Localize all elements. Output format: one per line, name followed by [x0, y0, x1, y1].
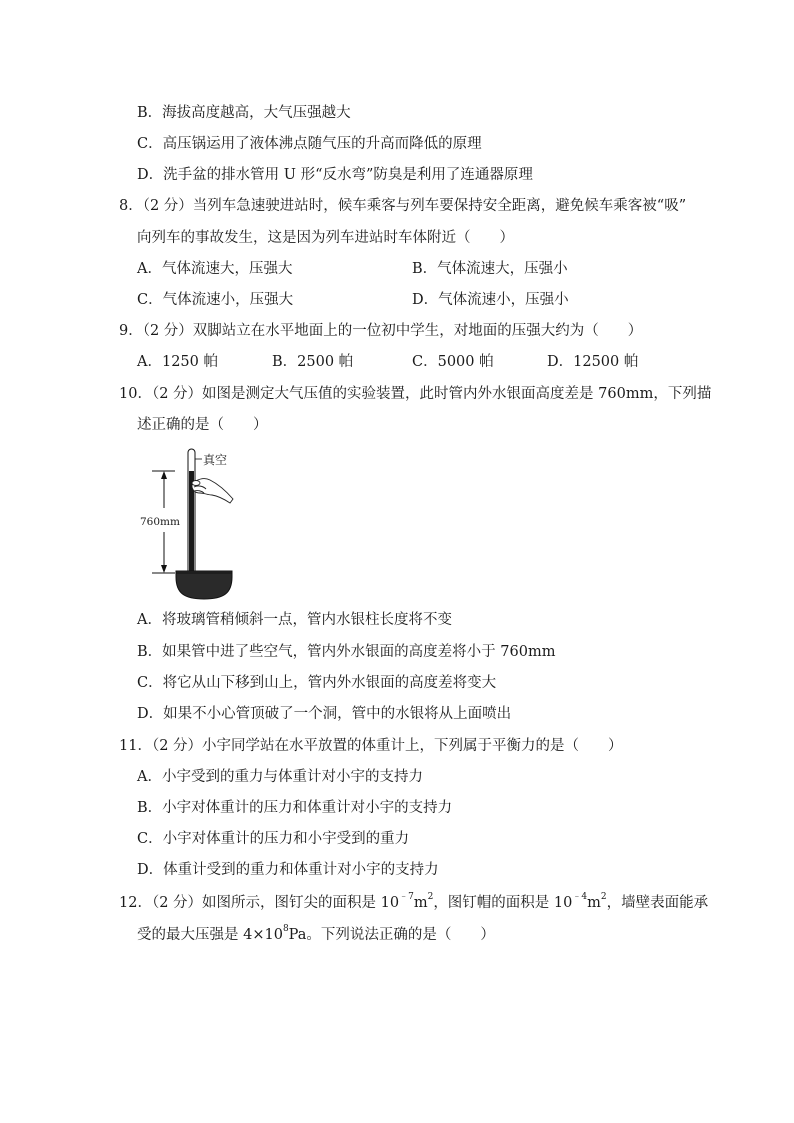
q11-stem: 11．（2 分）小宇同学站在水平放置的体重计上，下列属于平衡力的是（ ） — [119, 738, 623, 754]
q8-option-b: B．气体流速大，压强小 — [412, 261, 568, 277]
q8-stem-line2: 向列车的事故发生，这是因为列车进站时车体附近（ ） — [137, 230, 514, 246]
q8-stem-line1: 8．（2 分）当列车急速驶进站时，候车乘客与列车要保持安全距离，避免候车乘客被“吸” — [119, 198, 687, 214]
q12-text-3: ，墙壁表面能承 — [606, 895, 709, 911]
q11-option-a: A．小宇受到的重力与体重计对小宇的支持力 — [137, 769, 423, 785]
dimension-arrow-up — [161, 471, 167, 479]
q12-unit-1: m — [413, 895, 428, 911]
torricelli-experiment-figure — [130, 443, 250, 603]
q10-stem-line1: 10．（2 分）如图是测定大气压值的实验装置，此时管内外水银面高度差是 760mm，下列描 — [119, 386, 712, 402]
q12-stem-line2 — [137, 926, 495, 944]
q12-unit-2: m — [587, 895, 601, 911]
q12-square-1: 2 — [427, 892, 434, 903]
q8-option-c: C．气体流速小，压强大 — [137, 292, 294, 308]
q9-stem: 9．（2 分）双脚站立在水平地面上的一位初中学生，对地面的压强大约为（ ） — [119, 323, 643, 339]
q7-option-c: C．高压锅运用了液体沸点随气压的升高而降低的原理 — [137, 136, 482, 152]
q9-option-a: A．1250 帕 — [137, 354, 218, 370]
q12-text-1: 12．（2 分）如图所示，图钉尖的面积是 10 — [119, 895, 400, 911]
q10-option-c: C．将它从山下移到山上，管内外水银面的高度差将变大 — [137, 675, 497, 691]
q8-option-a: A．气体流速大，压强大 — [137, 261, 293, 277]
mercury-dish — [176, 571, 232, 599]
q12-stem-line1 — [119, 894, 708, 912]
q12-text-4: 受的最大压强是 4×10 — [137, 927, 283, 943]
q8-option-d: D．气体流速小，压强小 — [412, 292, 569, 308]
q10-option-d: D．如果不小心管顶破了一个洞，管中的水银将从上面喷出 — [137, 706, 512, 722]
q12-exponent-2: ﹣4 — [572, 892, 588, 903]
hand-icon — [192, 479, 233, 503]
q12-exponent-3: 8 — [282, 924, 289, 935]
q7-option-d: D．洗手盆的排水管用 U 形“反水弯”防臭是利用了连通器原理 — [137, 167, 533, 183]
vacuum-label: 真空 — [203, 453, 228, 467]
q10-stem-line2: 述正确的是（ ） — [137, 417, 268, 433]
q7-option-b: B．海拔高度越高，大气压强越大 — [137, 105, 351, 121]
q12-text-5: Pa。下列说法正确的是（ ） — [288, 927, 495, 943]
q12-exponent-1: ﹣7 — [399, 892, 414, 903]
q9-option-d: D．12500 帕 — [547, 354, 639, 370]
q12-text-2: ，图钉帽的面积是 10 — [433, 895, 573, 911]
q11-option-b: B．小宇对体重计的压力和体重计对小宇的支持力 — [137, 800, 453, 816]
q9-option-c: C．5000 帕 — [412, 354, 494, 370]
q10-option-b: B．如果管中进了些空气，管内外水银面的高度差将小于 760mm — [137, 644, 556, 660]
q11-option-d: D．体重计受到的重力和体重计对小宇的支持力 — [137, 862, 439, 878]
q9-option-b: B．2500 帕 — [272, 354, 354, 370]
q12-square-2: 2 — [600, 892, 607, 903]
q10-option-a: A．将玻璃管稍倾斜一点，管内水银柱长度将不变 — [137, 612, 452, 628]
dimension-arrow-down — [161, 565, 167, 573]
height-label: 760mm — [140, 516, 180, 528]
q11-option-c: C．小宇对体重计的压力和小宇受到的重力 — [137, 831, 410, 847]
